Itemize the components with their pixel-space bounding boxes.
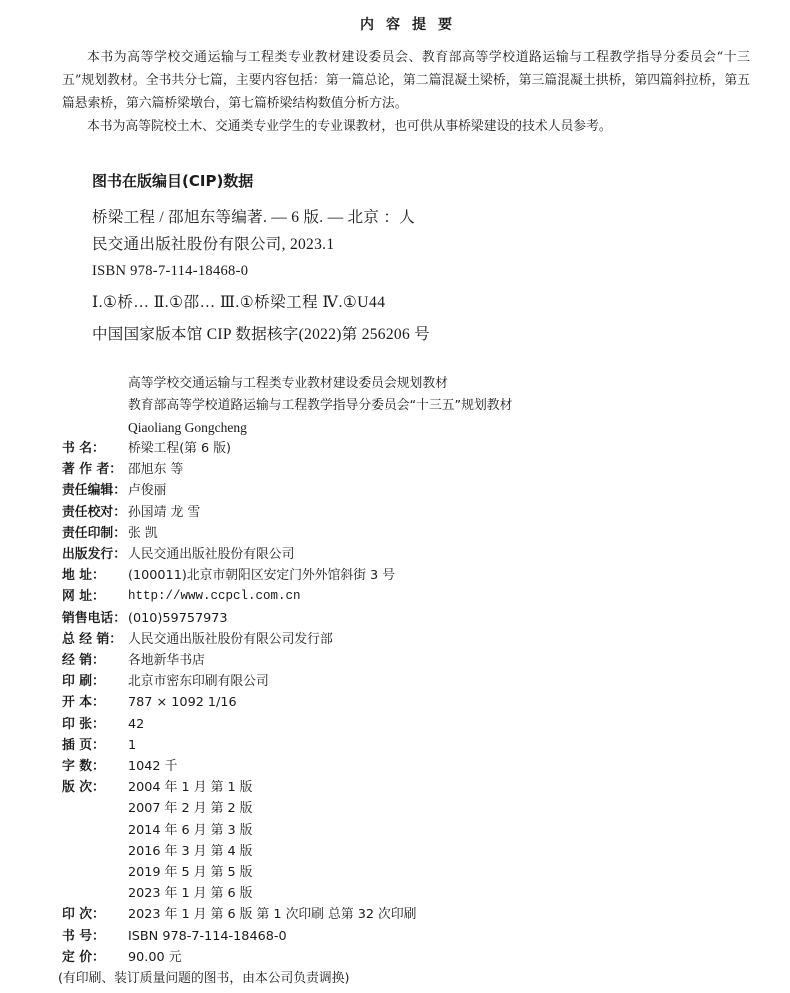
label-sheets: 印 张： [62, 716, 105, 732]
label-editions: 版 次： [62, 780, 105, 796]
value-edition-6: 2023 年 1 月 第 6 版 [128, 886, 253, 902]
value-edition-5: 2019 年 5 月 第 5 版 [128, 865, 253, 881]
row-isbn [62, 926, 762, 947]
row-print-supervisor [62, 523, 762, 544]
label-publisher: 出版发行： [62, 547, 126, 563]
label-proofreader: 责任校对： [62, 504, 126, 520]
series-block [128, 373, 762, 438]
value-website: http://www.ccpcl.com.cn [128, 589, 301, 604]
row-word-count [62, 756, 762, 777]
value-author: 邵旭东 等 [128, 462, 184, 478]
row-edition-4 [62, 841, 762, 862]
series-line-1: 高等学校交通运输与工程类专业教材建设委员会规划教材 [128, 376, 448, 391]
value-sales-phone: (010)59757973 [128, 610, 228, 626]
row-website [62, 586, 762, 607]
row-distributor [62, 650, 762, 671]
value-distributor: 各地新华书店 [128, 653, 205, 669]
row-title [62, 438, 762, 459]
label-printer: 印 刷： [62, 674, 105, 690]
row-author [62, 459, 762, 480]
row-price [62, 947, 762, 968]
value-print-supervisor: 张 凯 [128, 525, 158, 541]
cip-lines [92, 204, 692, 348]
row-format [62, 692, 762, 713]
label-address: 地 址： [62, 568, 105, 584]
book-pinyin-title: Qiaoliang Gongcheng [128, 420, 247, 435]
value-edition-2: 2007 年 2 月 第 2 版 [128, 801, 253, 817]
label-sales-phone: 销售电话： [62, 610, 126, 626]
label-general-distributor: 总 经 销： [62, 631, 123, 647]
label-price: 定 价： [62, 949, 105, 965]
value-sheets: 42 [128, 716, 145, 732]
value-isbn: ISBN 978-7-114-18468-0 [128, 928, 287, 944]
row-edition-1 [62, 777, 762, 798]
label-format: 开 本： [62, 695, 105, 711]
colophon [58, 373, 762, 990]
value-general-distributor: 人民交通出版社股份有限公司发行部 [128, 631, 333, 647]
row-sheets [62, 714, 762, 735]
summary-heading: 内容提要 [360, 17, 464, 33]
row-printer [62, 671, 762, 692]
value-printer: 北京市密东印刷有限公司 [128, 674, 269, 690]
quality-note: (有印刷、装订质量问题的图书，由本公司负责调换) [58, 971, 350, 987]
cip-line-1: 桥梁工程 / 邵旭东等编著. — 6 版. — 北京 ：人 [92, 209, 416, 226]
label-print-supervisor: 责任印制： [62, 525, 126, 541]
label-inserts: 插 页： [62, 737, 105, 753]
value-editor: 卢俊丽 [128, 483, 167, 499]
value-edition-3: 2014 年 6 月 第 3 版 [128, 822, 253, 838]
value-publisher: 人民交通出版社股份有限公司 [128, 547, 295, 563]
row-publisher [62, 544, 762, 565]
row-edition-3 [62, 820, 762, 841]
row-edition-6 [62, 883, 762, 904]
cip-data-block [92, 170, 692, 348]
row-inserts [62, 735, 762, 756]
value-edition-4: 2016 年 3 月 第 4 版 [128, 843, 253, 859]
label-word-count: 字 数： [62, 759, 105, 775]
summary-paragraph-2: 本书为高等院校土木、交通类专业学生的专业课教材，也可供从事桥梁建设的技术人员参考。 [87, 119, 612, 134]
cip-number: 中国国家版本馆 CIP 数据核字(2022)第 256206 号 [92, 326, 430, 343]
content-summary [62, 14, 750, 138]
label-printing: 印 次： [62, 907, 105, 923]
value-edition-1: 2004 年 1 月 第 1 版 [128, 780, 253, 796]
cip-isbn: ISBN 978-7-114-18468-0 [92, 263, 249, 279]
row-printing [62, 904, 762, 925]
value-address: (100011)北京市朝阳区安定门外外馆斜街 3 号 [128, 568, 396, 584]
row-edition-5 [62, 862, 762, 883]
row-proofreader [62, 502, 762, 523]
cip-classification: Ⅰ.①桥… Ⅱ.①邵… Ⅲ.①桥梁工程 Ⅳ.①U44 [92, 294, 386, 311]
label-website: 网 址： [62, 589, 105, 605]
row-general-distributor [62, 629, 762, 650]
value-format: 787 × 1092 1/16 [128, 695, 237, 711]
label-author: 著 作 者： [62, 462, 123, 478]
row-address [62, 565, 762, 586]
series-line-2: 教育部高等学校道路运输与工程教学指导分委员会“十三五”规划教材 [128, 398, 513, 413]
value-proofreader: 孙国靖 龙 雪 [128, 504, 201, 520]
value-inserts: 1 [128, 737, 137, 753]
row-sales-phone [62, 608, 762, 629]
value-printing: 2023 年 1 月 第 6 版 第 1 次印刷 总第 32 次印刷 [128, 907, 417, 923]
value-word-count: 1042 千 [128, 759, 178, 775]
label-distributor: 经 销： [62, 653, 105, 669]
label-editor: 责任编辑： [62, 483, 126, 499]
value-title: 桥梁工程(第 6 版) [128, 441, 232, 456]
cip-heading: 图书在版编目(CIP)数据 [92, 172, 254, 190]
value-price: 90.00 元 [128, 949, 182, 965]
row-edition-2 [62, 798, 762, 819]
label-isbn: 书 号： [62, 928, 105, 944]
row-editor [62, 480, 762, 501]
summary-paragraph-1: 本书为高等学校交通运输与工程类专业教材建设委员会、教育部高等学校道路运输与工程教学指导分委员会“十三五”规划教材。全书共分七篇，主要内容包括：第一篇总论，第二篇混凝土梁桥，第三篇混凝土拱桥，第四篇斜拉桥，第五篇悬索桥，第六篇桥梁墩台，第七篇桥梁结构数值分析方法。 [62, 50, 750, 111]
label-title: 书 名： [62, 441, 105, 456]
cip-line-2: 民交通出版社股份有限公司, 2023.1 [92, 236, 335, 253]
